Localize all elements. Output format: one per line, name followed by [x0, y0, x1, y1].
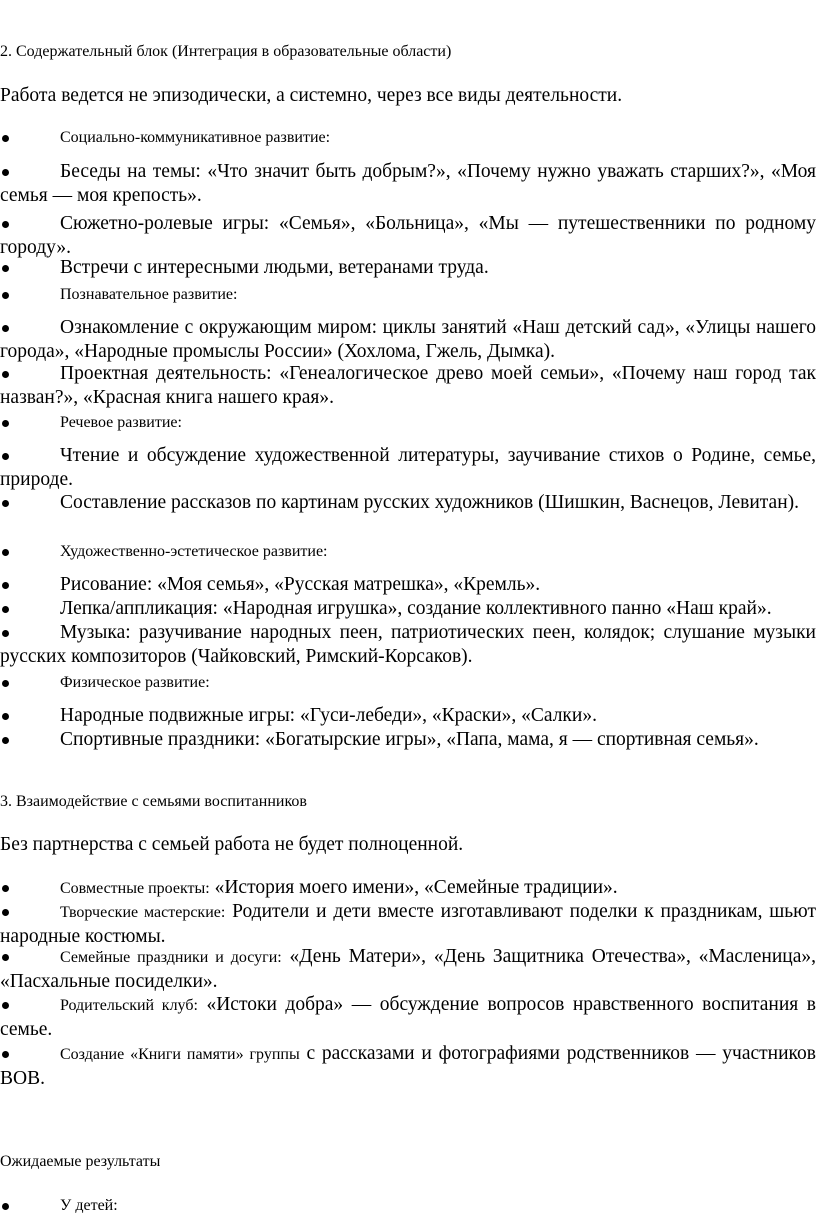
bullet-icon [2, 371, 12, 381]
list-item: Чтение и обсуждение художественной литературы, заучивание стихов о Родине, семье, природе. [0, 445, 816, 490]
bullet-icon [2, 135, 12, 145]
results-heading: Ожидаемые результаты [0, 1153, 161, 1170]
bullet-icon [2, 630, 12, 640]
bullet-icon [2, 1002, 12, 1012]
bullet-icon [2, 713, 12, 723]
bullet-icon [2, 606, 12, 616]
list-item: Ознакомление с окружающим миром: циклы занятий «Наш детский сад», «Улицы нашего города», «Народные промыслы России» (Хохлома, Гжель, Дымка). [0, 317, 816, 362]
bullet-icon [2, 582, 12, 592]
bullet-icon [2, 500, 12, 510]
bullet-icon [2, 737, 12, 747]
bullet-icon [2, 680, 12, 690]
list-item: Спортивные праздники: «Богатырские игры», «Папа, мама, я — спортивная семья». [0, 728, 816, 752]
art-dev-title: Художественно-эстетическое развитие: [0, 542, 816, 562]
bullet-icon [2, 169, 12, 179]
list-item: Составление рассказов по картинам русских художников (Шишкин, Васнецов, Левитан). [0, 491, 816, 515]
list-item: Встречи с интересными людьми, ветеранами труда. [0, 256, 816, 280]
bullet-icon [2, 221, 12, 231]
section-2-intro: Работа ведется не эпизодически, а системно, через все виды деятельности. [0, 85, 623, 106]
list-item: Совместные проекты: «История моего имени», «Семейные традиции». [0, 876, 816, 901]
children-results-title: У детей: [0, 1196, 816, 1216]
speech-dev-title: Речевое развитие: [0, 413, 816, 433]
bullet-icon [2, 292, 12, 302]
bullet-icon [2, 453, 12, 463]
list-item: Музыка: разучивание народных пеен, патриотических пеен, колядок; слушание музыки русских композиторов (Чайковский, Римский-Корсаков). [0, 622, 816, 667]
list-item: Сюжетно-ролевые игры: «Семья», «Больница», «Мы — путешественники по родному городу». [0, 213, 816, 258]
list-item: Рисование: «Моя семья», «Русская матрешка», «Кремль». [0, 573, 816, 597]
section-3-heading: 3. Взаимодействие с семьями воспитанников [0, 793, 307, 810]
bullet-icon [2, 1203, 12, 1213]
list-item: Семейные праздники и досуги: «День Матери», «День Защитника Отечества», «Масленица», «Пасхальные посиделки». [0, 946, 816, 992]
physical-dev-title: Физическое развитие: [0, 673, 816, 693]
list-item: Творческие мастерские: Родители и дети вместе изготавливают поделки к праздникам, шьют народные костюмы. [0, 901, 816, 947]
section-3-intro: Без партнерства с семьей работа не будет полноценной. [0, 834, 464, 855]
bullet-icon [2, 954, 12, 964]
bullet-icon [2, 549, 12, 559]
bullet-icon [2, 265, 12, 275]
list-item: Народные подвижные игры: «Гуси-лебеди», «Краски», «Салки». [0, 704, 816, 728]
list-item: Проектная деятельность: «Генеалогическое древо моей семьи», «Почему наш город так назван?», «Красная книга нашего края». [0, 363, 816, 408]
bullet-icon [2, 325, 12, 335]
bullet-icon [2, 885, 12, 895]
list-item: Лепка/аппликация: «Народная игрушка», создание коллективного панно «Наш край». [0, 597, 816, 621]
list-item: Родительский клуб: «Истоки добра» — обсуждение вопросов нравственного воспитания в семье. [0, 994, 816, 1040]
section-2-heading: 2. Содержательный блок (Интеграция в образовательные области) [0, 43, 452, 60]
bullet-icon [2, 420, 12, 430]
list-item: Беседы на темы: «Что значит быть добрым?», «Почему нужно уважать старших?», «Моя семья — моя крепость». [0, 161, 816, 206]
bullet-icon [2, 1051, 12, 1061]
social-dev-title: Социально-коммуникативное развитие: [0, 128, 816, 148]
list-item: Создание «Книги памяти» группы с рассказами и фотографиями родственников — участников ВОВ. [0, 1043, 816, 1089]
cognitive-dev-title: Познавательное развитие: [0, 285, 816, 305]
bullet-icon [2, 909, 12, 919]
